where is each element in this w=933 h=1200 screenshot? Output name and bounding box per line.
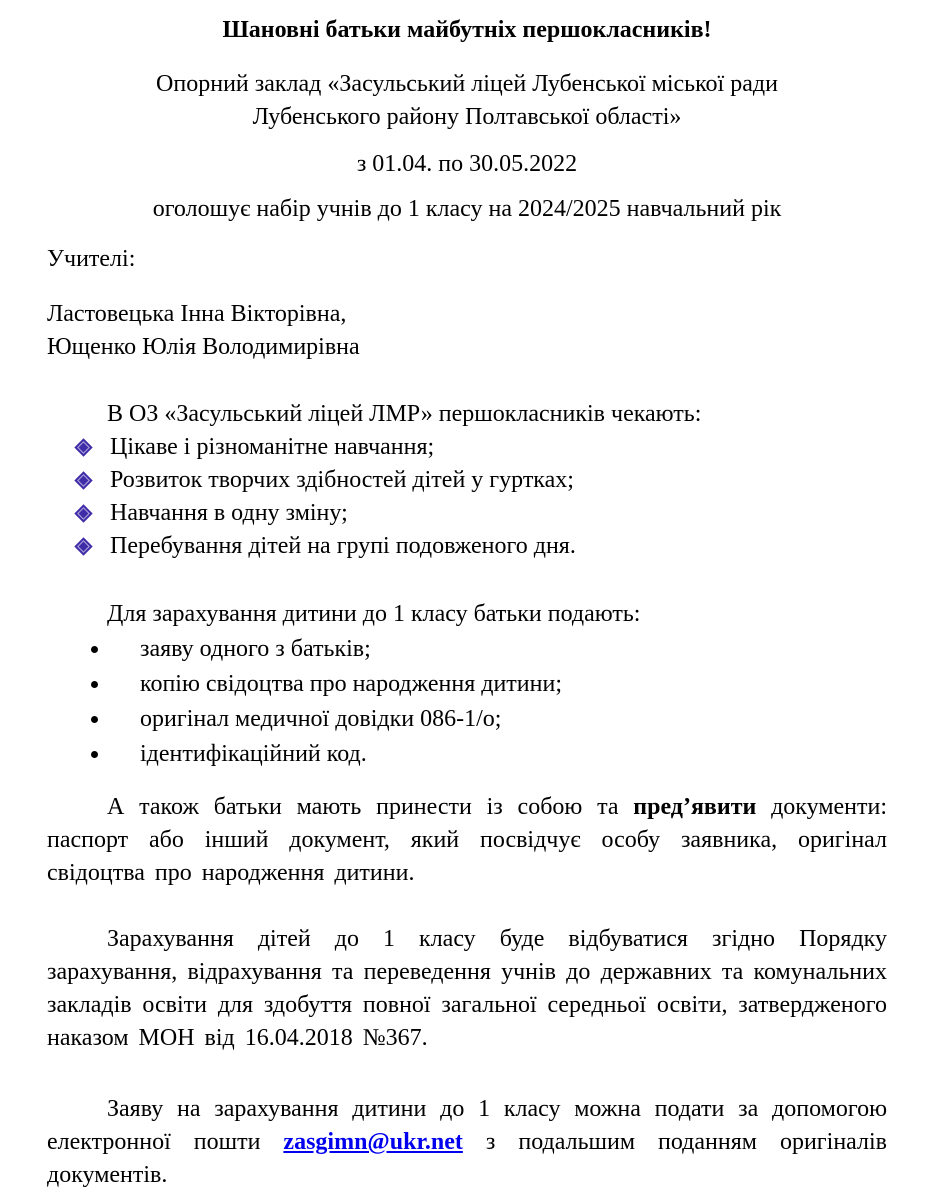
diamond-bullet-icon xyxy=(74,537,92,555)
paragraph-text: з подальшим поданням оригіналів документів. xyxy=(47,1129,887,1188)
list-item xyxy=(47,530,887,563)
list-item-text: Навчання в одну зміну; xyxy=(110,500,348,526)
diamond-bullet-icon xyxy=(74,471,92,489)
list-item-text: копію свідоцтва про народження дитини; xyxy=(140,671,562,697)
dot-bullet-icon xyxy=(91,751,98,758)
dot-bullet-icon xyxy=(91,681,98,688)
list-item xyxy=(47,497,887,530)
list-item-text: Цікаве і різноманітне навчання; xyxy=(110,434,435,460)
list-item-text: ідентифікаційний код. xyxy=(140,741,367,767)
enrollment-dates: з 01.04. по 30.05.2022 xyxy=(356,151,578,177)
email-submission-paragraph xyxy=(47,1093,887,1192)
diamond-bullet-icon xyxy=(74,504,92,522)
emphasized-word: пред’явити xyxy=(633,794,757,820)
expectations-intro: В ОЗ «Засульський ліцей ЛМР» першокласників чекають: xyxy=(107,401,702,427)
teachers-label: Учителі: xyxy=(47,246,136,272)
enrollment-order-paragraph: Зарахування дітей до 1 класу буде відбуватися згідно Порядку зарахування, відрахування та переведення учнів до державних та комунальних закладів освіти для здобуття повної загальної середньої освіти, затвердженого наказом МОН від 16.04.2018 №367. xyxy=(47,926,887,1051)
dot-bullet-icon xyxy=(91,716,98,723)
organization-line: Лубенського району Полтавської області» xyxy=(252,104,682,130)
paragraph-text: документи: паспорт або інший документ, який посвідчує особу заявника, оригінал свідоцтва про народження дитини. xyxy=(47,794,887,886)
announcement-line: оголошує набір учнів до 1 класу на 2024/2025 навчальний рік xyxy=(152,196,782,222)
documents-list xyxy=(47,633,887,771)
teacher-name: Ластовецька Інна Вікторівна, xyxy=(47,301,347,327)
paragraph-text: Заяву на зарахування дитини до 1 класу можна подати за допомогою електронної пошти xyxy=(47,1096,887,1155)
dot-bullet-icon xyxy=(91,646,98,653)
documents-intro: Для зарахування дитини до 1 класу батьки подають: xyxy=(107,601,641,627)
paragraph-text: А також батьки мають принести із собою та xyxy=(107,794,634,820)
list-item-text: Розвиток творчих здібностей дітей у гуртках; xyxy=(110,467,574,493)
teacher-name: Ющенко Юлія Володимирівна xyxy=(47,334,360,360)
organization-line: Опорний заклад «Засульський ліцей Лубенської міської ради xyxy=(156,71,778,97)
list-item xyxy=(47,431,887,464)
list-item-text: Перебування дітей на групі подовженого дня. xyxy=(110,533,576,559)
expectations-list xyxy=(47,431,887,563)
list-item xyxy=(47,464,887,497)
list-item xyxy=(47,633,887,666)
list-item xyxy=(47,703,887,736)
organization-name xyxy=(47,68,887,134)
list-item xyxy=(47,668,887,701)
present-documents-paragraph xyxy=(47,791,887,890)
diamond-bullet-icon xyxy=(74,438,92,456)
list-item-text: заяву одного з батьків; xyxy=(140,636,371,662)
teachers-list xyxy=(47,298,887,364)
page-title: Шановні батьки майбутніх першокласників! xyxy=(222,17,712,43)
email-link[interactable]: zasgimn@ukr.net xyxy=(283,1129,463,1155)
list-item xyxy=(47,738,887,771)
list-item-text: оригінал медичної довідки 086-1/о; xyxy=(140,706,502,732)
